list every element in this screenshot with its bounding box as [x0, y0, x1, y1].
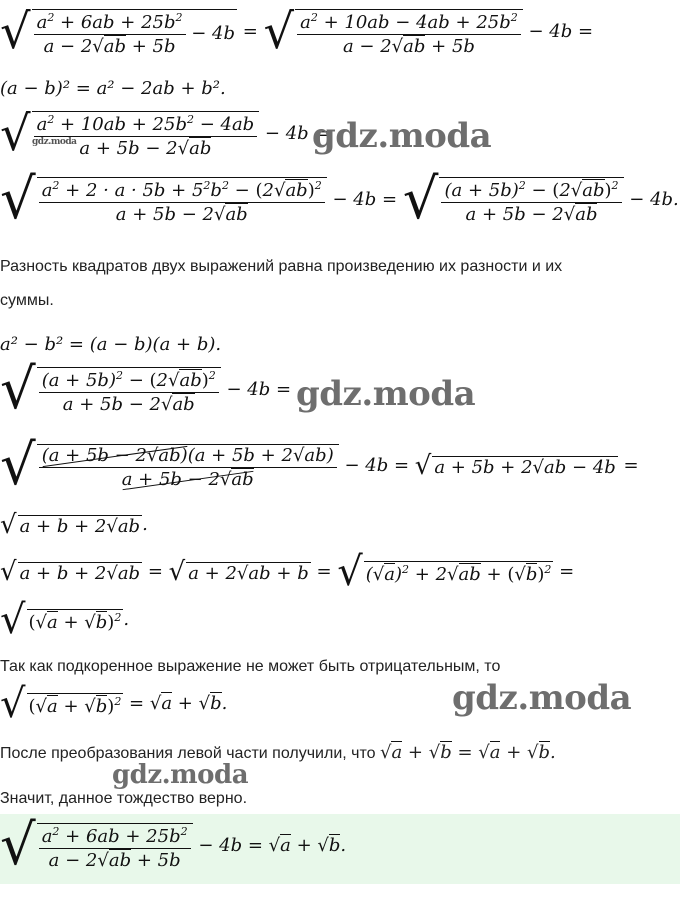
text-paragraph-2: суммы. — [0, 292, 54, 309]
math-line-1-text — [0, 0, 1, 1]
text-paragraph-3: Так как подкоренное выражение не может быть отрицательным, то — [0, 658, 501, 675]
math-line-6: √ $\frac{(a + 5b)^2 - (2√ab)^2}{a + 5b - 2√ab}$ − 4b = — [0, 357, 292, 422]
math-line-8: √ a + b + 2√ab . — [0, 510, 148, 540]
math-line-11: √ $(√a + √b)^2 = √a + √b$. — [0, 681, 228, 727]
watermark-4: gdz.moda — [112, 760, 249, 790]
watermark-2: gdz.moda — [296, 374, 476, 414]
text-paragraph-5: Значит, данное тождество верно. — [0, 790, 248, 807]
math-line-3: √ $\frac{a^2 + 10ab + 25b^2 - 4ab}{a + 5b - 2√ab}$ − 4b = — [0, 106, 330, 162]
math-line-2: (a − b)² = a² − 2ab + b². — [0, 78, 226, 99]
math-line-1: √ $\frac{a^2 + 6ab + 25b^2}{a - 2√ab + 5b}$ − 4b = √ $\frac{a^2 + 10ab - 4ab + 25b^2}{a - 2√ab + 5b}$ − 4b = — [0, 4, 594, 60]
watermark-tiny: gdz.moda — [32, 137, 77, 147]
math-line-5: a² − b² = (a − b)(a + b). — [0, 334, 222, 355]
math-line-12-answer: √ $\frac{a^2 + 6ab + 25b^2}{a - 2√ab + 5b}$ − 4b = √a + √b. — [0, 813, 347, 878]
watermark-3: gdz.moda — [452, 678, 632, 718]
math-line-9: √ a + b + 2√ab = √ a + 2√ab + b = √ $(√a)^2 + 2√ab + (√b)^2$ = — [0, 549, 575, 595]
math-line-10: √ $(√a + √b)^2$ . — [0, 597, 130, 643]
math-line-4: √ $\frac{a^2 + 2 \cdot a \cdot 5b + 5^2b^2 - (2√ab)^2}{a + 5b - 2√ab}$ − 4b = √ $\frac{(a + 5b)^2 - (2√ab)^2}{a + 5b - 2√ab}$ − 4b. — [0, 167, 679, 232]
text-paragraph-1: Разность квадратов двух выражений равна произведению их разности и их — [0, 258, 563, 275]
watermark-1: gdz.moda — [312, 116, 492, 156]
text-paragraph-4: После преобразования левой части получили, что √a + √b = √a + √b. — [0, 742, 556, 763]
math-line-7: √ $\frac{(a + 5b - 2√ab)(a + 5b + 2√ab)}{a + 5b - 2√ab}$ − 4b = √ a + 5b + 2√ab − 4b = — [0, 433, 639, 498]
